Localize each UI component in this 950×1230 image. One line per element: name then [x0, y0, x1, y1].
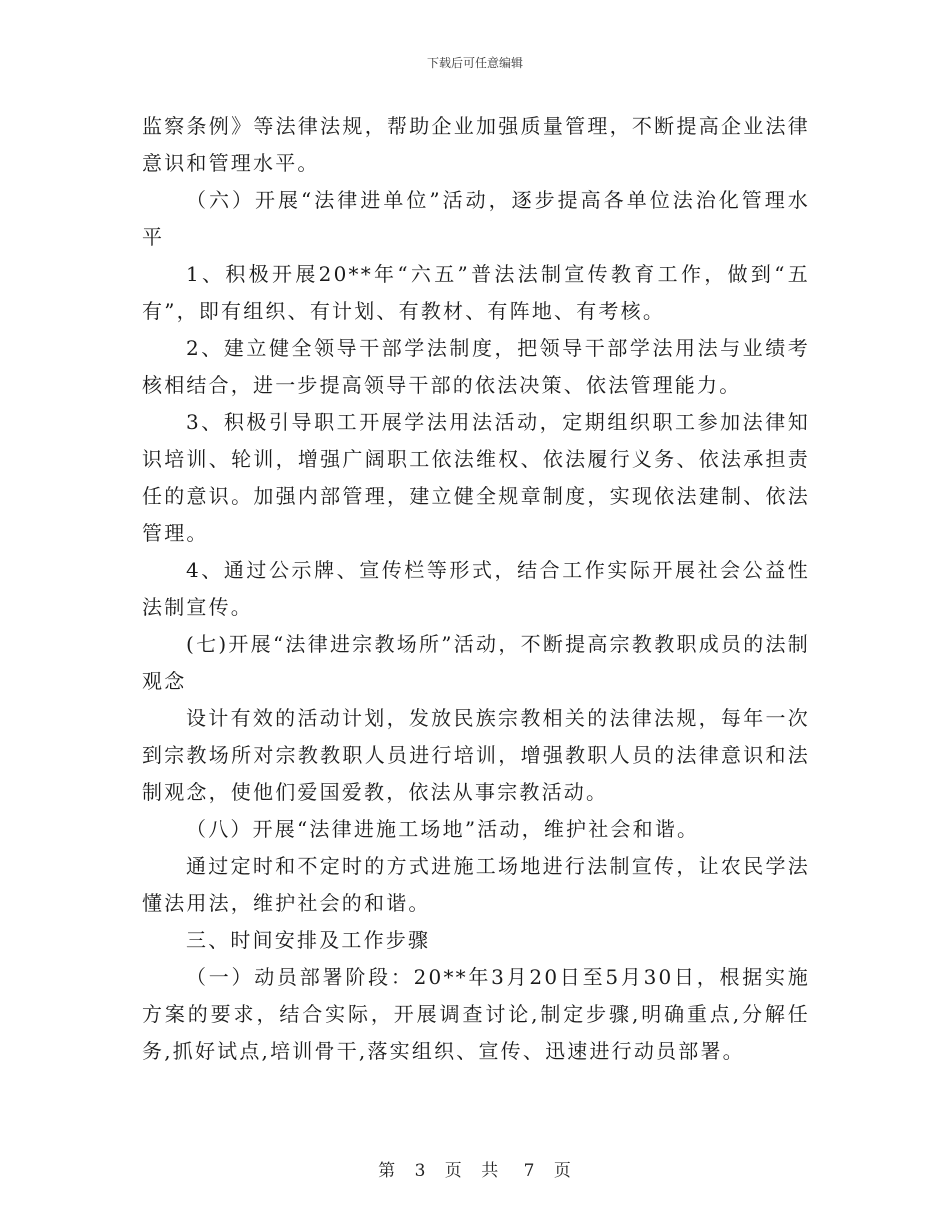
document-body — [142, 108, 810, 1070]
paragraph-3: 1、积极开展20**年“六五”普法法制宣传教育工作，做到“五有”，即有组织、有计划、有教材、有阵地、有考核。 — [142, 262, 810, 323]
footer-total-pages: 7 — [523, 1161, 536, 1181]
paragraph-10: 通过定时和不定时的方式进施工场地进行法制宣传，让农民学法懂法用法，维护社会的和谐。 — [142, 854, 810, 915]
footer-prefix: 第 — [378, 1161, 397, 1181]
paragraph-5: 3、积极引导职工开展学法用法活动，定期组织职工参加法律知识培训、轮训，增强广阔职工依法维权、依法履行义务、依法承担责任的意识。加强内部管理，建立健全规章制度，实现依法建制、依法管理。 — [142, 410, 810, 545]
paragraph-9: （八）开展“法律进施工场地”活动，维护社会和谐。 — [186, 817, 700, 841]
page-footer — [0, 1156, 950, 1181]
footer-current-page: 3 — [414, 1161, 427, 1181]
paragraph-6: 4、通过公示牌、宣传栏等形式，结合工作实际开展社会公益性法制宣传。 — [142, 558, 810, 619]
paragraph-4: 2、建立健全领导干部学法制度，把领导干部学法用法与业绩考核相结合，进一步提高领导干部的依法决策、依法管理能力。 — [142, 336, 810, 397]
paragraph-12: （一）动员部署阶段：20**年3月20日至5月30日，根据实施方案的要求，结合实际，开展调查讨论,制定步骤,明确重点,分解任务,抓好试点,培训骨干,落实组织、宣传、迅速进行动员部署。 — [142, 965, 810, 1063]
paragraph-11: 三、时间安排及工作步骤 — [186, 928, 431, 952]
paragraph-8: 设计有效的活动计划，发放民族宗教相关的法律法规，每年一次到宗教场所对宗教教职人员进行培训，增强教职人员的法律意识和法制观念，使他们爱国爱教，依法从事宗教活动。 — [142, 706, 810, 804]
paragraph-7: (七)开展“法律进宗教场所”活动，不断提高宗教教职成员的法制观念 — [142, 632, 810, 693]
footer-suffix: 页 — [553, 1161, 572, 1181]
paragraph-1: 监察条例》等法律法规，帮助企业加强质量管理，不断提高企业法律意识和管理水平。 — [142, 114, 810, 175]
paragraph-2: （六）开展“法律进单位”活动，逐步提高各单位法治化管理水平 — [142, 188, 810, 249]
page-header-note: 下载后可任意编辑 — [426, 56, 523, 70]
footer-total-word: 共 — [481, 1161, 500, 1181]
footer-page-word: 页 — [444, 1161, 463, 1181]
